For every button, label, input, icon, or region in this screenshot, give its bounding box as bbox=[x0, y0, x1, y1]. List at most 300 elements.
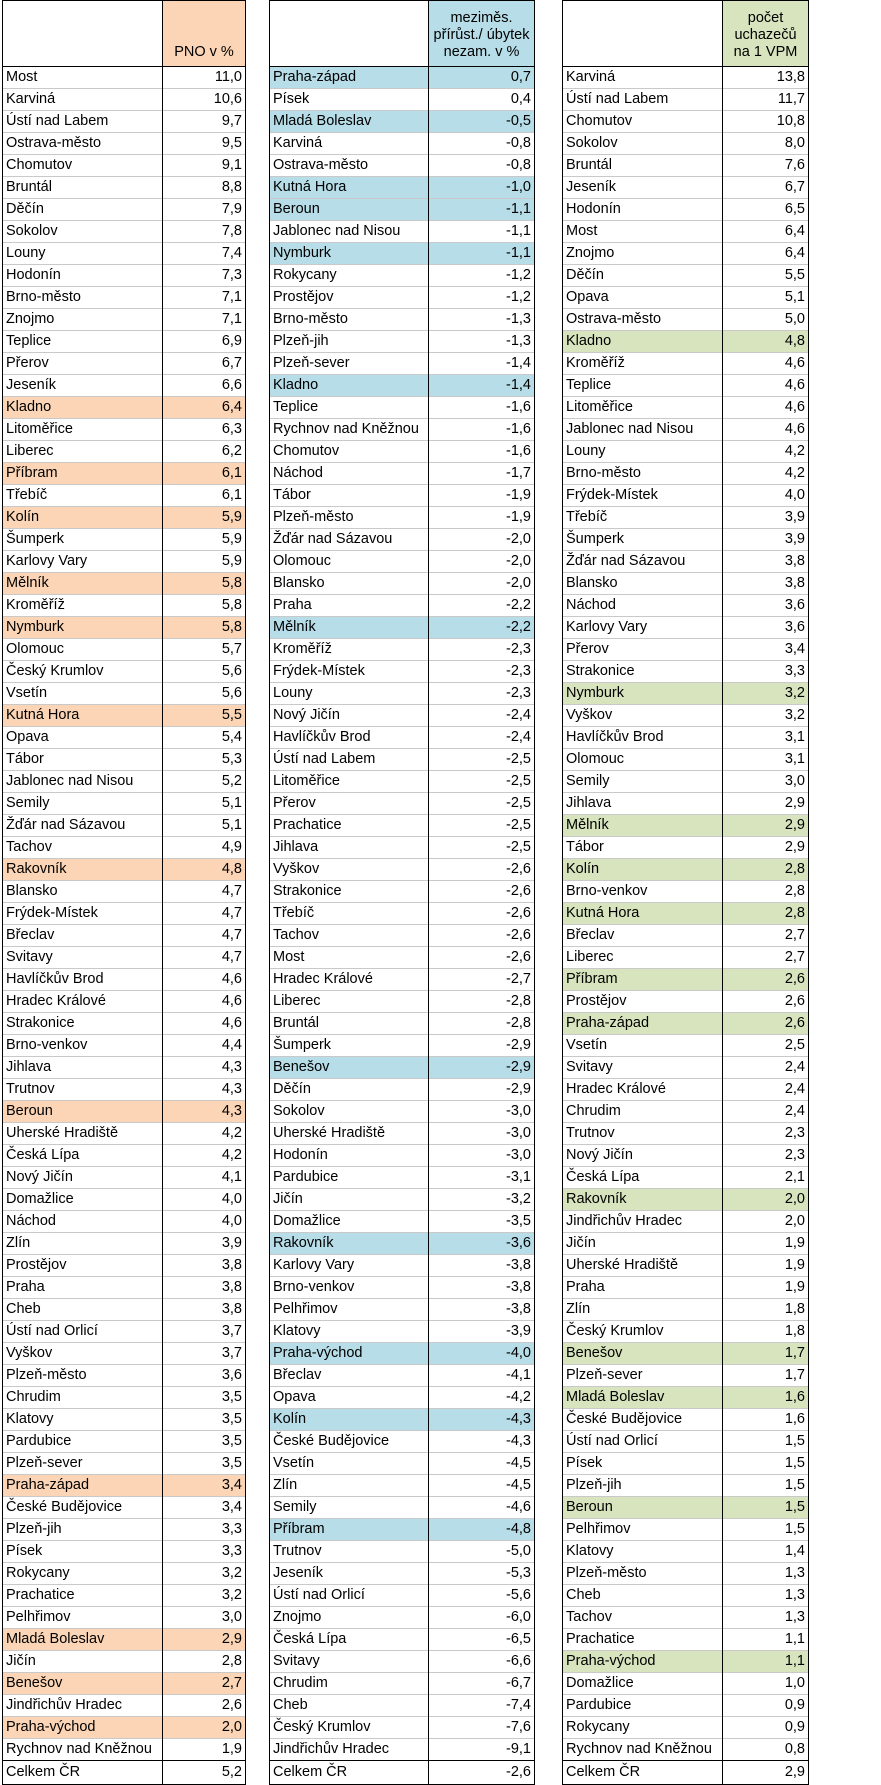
table-row bbox=[563, 595, 809, 617]
value-cell: -5,6 bbox=[429, 1585, 535, 1607]
value-cell: 1,7 bbox=[723, 1343, 809, 1365]
district-name-cell: Ústí nad Labem bbox=[270, 749, 429, 771]
district-name-cell: Frýdek-Místek bbox=[3, 903, 163, 925]
district-name-cell: Vyškov bbox=[3, 1343, 163, 1365]
table-row bbox=[3, 1431, 246, 1453]
value-cell: 4,3 bbox=[163, 1101, 246, 1123]
value-cell: 5,9 bbox=[163, 551, 246, 573]
district-name-cell: Blansko bbox=[270, 573, 429, 595]
district-name-cell: Hodonín bbox=[3, 265, 163, 287]
value-cell: -2,3 bbox=[429, 639, 535, 661]
value-cell: 1,8 bbox=[723, 1299, 809, 1321]
value-cell: 2,7 bbox=[723, 925, 809, 947]
district-name-cell: Pelhřimov bbox=[3, 1607, 163, 1629]
value-cell: -2,9 bbox=[429, 1079, 535, 1101]
value-cell: -2,6 bbox=[429, 947, 535, 969]
table-row bbox=[270, 749, 535, 771]
district-name-cell: Svitavy bbox=[563, 1057, 723, 1079]
district-name-cell: Rakovník bbox=[3, 859, 163, 881]
district-name-cell: Náchod bbox=[270, 463, 429, 485]
table-row bbox=[563, 1519, 809, 1541]
district-name-cell: Trutnov bbox=[270, 1541, 429, 1563]
district-name-cell: Plzeň-sever bbox=[3, 1453, 163, 1475]
table-row bbox=[563, 991, 809, 1013]
table-row bbox=[3, 947, 246, 969]
value-cell: 3,5 bbox=[163, 1431, 246, 1453]
district-name-cell: Cheb bbox=[3, 1299, 163, 1321]
table-row bbox=[563, 1409, 809, 1431]
header-blank-cell bbox=[270, 1, 429, 67]
district-name-cell: Písek bbox=[563, 1453, 723, 1475]
table-row bbox=[3, 1651, 246, 1673]
table-row bbox=[3, 793, 246, 815]
value-cell: 0,7 bbox=[429, 67, 535, 89]
value-cell: 4,7 bbox=[163, 925, 246, 947]
value-cell: 4,7 bbox=[163, 881, 246, 903]
table-row bbox=[563, 617, 809, 639]
value-cell: 5,7 bbox=[163, 639, 246, 661]
district-name-cell: Rokycany bbox=[563, 1717, 723, 1739]
district-name-cell: Český Krumlov bbox=[3, 661, 163, 683]
table-row bbox=[270, 397, 535, 419]
district-name-cell: Opava bbox=[270, 1387, 429, 1409]
table-row bbox=[3, 639, 246, 661]
table-row bbox=[270, 155, 535, 177]
value-cell: -3,8 bbox=[429, 1255, 535, 1277]
value-cell: 7,6 bbox=[723, 155, 809, 177]
district-name-cell: Náchod bbox=[563, 595, 723, 617]
table-row bbox=[563, 551, 809, 573]
district-name-cell: Rokycany bbox=[3, 1563, 163, 1585]
district-name-cell: Jindřichův Hradec bbox=[270, 1739, 429, 1761]
value-cell: 7,1 bbox=[163, 309, 246, 331]
value-cell: 5,1 bbox=[163, 793, 246, 815]
district-name-cell: Cheb bbox=[563, 1585, 723, 1607]
value-cell: -5,3 bbox=[429, 1563, 535, 1585]
value-cell: 3,5 bbox=[163, 1453, 246, 1475]
table-row bbox=[563, 111, 809, 133]
table-row bbox=[3, 353, 246, 375]
value-cell: 7,8 bbox=[163, 221, 246, 243]
value-cell: 8,0 bbox=[723, 133, 809, 155]
table-row bbox=[270, 661, 535, 683]
value-cell: 1,1 bbox=[723, 1651, 809, 1673]
value-cell: 4,2 bbox=[163, 1123, 246, 1145]
district-name-cell: Jindřichův Hradec bbox=[3, 1695, 163, 1717]
value-cell: 13,8 bbox=[723, 67, 809, 89]
table-row bbox=[563, 705, 809, 727]
value-cell: 2,3 bbox=[723, 1145, 809, 1167]
district-name-cell: Ústí nad Labem bbox=[563, 89, 723, 111]
district-name-cell: Praha-východ bbox=[270, 1343, 429, 1365]
table-row bbox=[3, 1673, 246, 1695]
district-name-cell: Brno-město bbox=[270, 309, 429, 331]
table-row bbox=[3, 903, 246, 925]
table-row bbox=[3, 573, 246, 595]
value-cell: 3,7 bbox=[163, 1343, 246, 1365]
table-row bbox=[563, 243, 809, 265]
value-cell: 3,4 bbox=[163, 1475, 246, 1497]
district-name-cell: Beroun bbox=[3, 1101, 163, 1123]
district-name-cell: Přerov bbox=[270, 793, 429, 815]
value-cell: 11,0 bbox=[163, 67, 246, 89]
district-name-cell: Šumperk bbox=[3, 529, 163, 551]
district-name-cell: Liberec bbox=[3, 441, 163, 463]
district-name-cell: Pardubice bbox=[270, 1167, 429, 1189]
value-cell: 5,9 bbox=[163, 529, 246, 551]
district-name-cell: Blansko bbox=[3, 881, 163, 903]
table-row bbox=[270, 419, 535, 441]
district-name-cell: Plzeň-sever bbox=[563, 1365, 723, 1387]
table-row bbox=[563, 969, 809, 991]
table-row bbox=[270, 529, 535, 551]
table-header bbox=[3, 1, 246, 67]
district-name-cell: Děčín bbox=[3, 199, 163, 221]
table-row bbox=[563, 1651, 809, 1673]
district-name-cell: Most bbox=[563, 221, 723, 243]
table-row bbox=[270, 1651, 535, 1673]
table-row bbox=[3, 1057, 246, 1079]
value-cell: 9,5 bbox=[163, 133, 246, 155]
district-name-cell: Brno-venkov bbox=[563, 881, 723, 903]
table-row bbox=[270, 265, 535, 287]
table-row bbox=[3, 1739, 246, 1761]
table-row bbox=[563, 1013, 809, 1035]
district-name-cell: Uherské Hradiště bbox=[270, 1123, 429, 1145]
district-name-cell: Plzeň-město bbox=[3, 1365, 163, 1387]
district-name-cell: Zlín bbox=[3, 1233, 163, 1255]
value-cell: 3,3 bbox=[723, 661, 809, 683]
table-row bbox=[270, 331, 535, 353]
table-row bbox=[3, 287, 246, 309]
table-row bbox=[270, 1101, 535, 1123]
district-name-cell: Karviná bbox=[3, 89, 163, 111]
value-cell: 4,6 bbox=[723, 353, 809, 375]
district-name-cell: Kladno bbox=[270, 375, 429, 397]
value-cell: 6,5 bbox=[723, 199, 809, 221]
district-name-cell: Vyškov bbox=[563, 705, 723, 727]
value-cell: 3,7 bbox=[163, 1321, 246, 1343]
district-name-cell: Klatovy bbox=[270, 1321, 429, 1343]
district-name-cell: Sokolov bbox=[270, 1101, 429, 1123]
value-cell: 2,6 bbox=[723, 991, 809, 1013]
value-cell: 1,5 bbox=[723, 1519, 809, 1541]
district-name-cell: Jeseník bbox=[3, 375, 163, 397]
table-row bbox=[3, 1717, 246, 1739]
table-row bbox=[3, 1211, 246, 1233]
value-cell: -2,5 bbox=[429, 771, 535, 793]
value-cell: 4,3 bbox=[163, 1079, 246, 1101]
district-name-cell: Kutná Hora bbox=[563, 903, 723, 925]
district-name-cell: Kroměříž bbox=[270, 639, 429, 661]
value-cell: 6,3 bbox=[163, 419, 246, 441]
district-name-cell: Uherské Hradiště bbox=[563, 1255, 723, 1277]
table-row bbox=[3, 177, 246, 199]
value-cell: 4,4 bbox=[163, 1035, 246, 1057]
table-row bbox=[270, 881, 535, 903]
value-cell: -3,0 bbox=[429, 1145, 535, 1167]
district-name-cell: Znojmo bbox=[3, 309, 163, 331]
table-row bbox=[563, 1189, 809, 1211]
table-row bbox=[563, 1541, 809, 1563]
district-name-cell: Domažlice bbox=[3, 1189, 163, 1211]
value-cell: -1,1 bbox=[429, 243, 535, 265]
district-name-cell: Plzeň-jih bbox=[563, 1475, 723, 1497]
value-cell: -2,9 bbox=[429, 1057, 535, 1079]
district-name-cell: Beroun bbox=[563, 1497, 723, 1519]
value-cell: 2,8 bbox=[163, 1651, 246, 1673]
district-name-cell: Bruntál bbox=[3, 177, 163, 199]
table-row bbox=[563, 1233, 809, 1255]
table-row bbox=[270, 595, 535, 617]
value-cell: -1,9 bbox=[429, 507, 535, 529]
table-row bbox=[3, 1519, 246, 1541]
value-cell: 0,8 bbox=[723, 1739, 809, 1761]
value-cell: 1,9 bbox=[723, 1277, 809, 1299]
district-name-cell: Rakovník bbox=[563, 1189, 723, 1211]
value-cell: 2,9 bbox=[723, 815, 809, 837]
header-line: PNO v % bbox=[174, 44, 234, 60]
district-name-cell: Prachatice bbox=[270, 815, 429, 837]
value-cell: -1,1 bbox=[429, 199, 535, 221]
value-cell: -3,9 bbox=[429, 1321, 535, 1343]
value-cell: 1,6 bbox=[723, 1387, 809, 1409]
table-row bbox=[563, 1607, 809, 1629]
table-row bbox=[3, 1475, 246, 1497]
value-cell: -2,6 bbox=[429, 925, 535, 947]
district-name-cell: Chomutov bbox=[270, 441, 429, 463]
district-name-cell: Domažlice bbox=[270, 1211, 429, 1233]
table-row bbox=[3, 1453, 246, 1475]
table-row bbox=[270, 1145, 535, 1167]
table-row bbox=[3, 815, 246, 837]
value-cell: -3,8 bbox=[429, 1277, 535, 1299]
table-row bbox=[270, 463, 535, 485]
district-name-cell: Tachov bbox=[3, 837, 163, 859]
table-row bbox=[563, 397, 809, 419]
table-row bbox=[270, 991, 535, 1013]
district-name-cell: Prostějov bbox=[270, 287, 429, 309]
value-cell: -1,6 bbox=[429, 419, 535, 441]
district-name-cell: Semily bbox=[3, 793, 163, 815]
value-cell: 3,8 bbox=[163, 1255, 246, 1277]
table-row bbox=[3, 881, 246, 903]
district-name-cell: Teplice bbox=[563, 375, 723, 397]
value-cell: 4,7 bbox=[163, 947, 246, 969]
table-row bbox=[270, 1387, 535, 1409]
table-row bbox=[563, 1321, 809, 1343]
table-row bbox=[3, 551, 246, 573]
value-cell: -2,8 bbox=[429, 991, 535, 1013]
value-cell: 3,3 bbox=[163, 1541, 246, 1563]
district-name-cell: Karviná bbox=[270, 133, 429, 155]
value-cell: 0,4 bbox=[429, 89, 535, 111]
district-name-cell: Hodonín bbox=[563, 199, 723, 221]
district-name-cell: Chrudim bbox=[3, 1387, 163, 1409]
table-row bbox=[270, 507, 535, 529]
district-name-cell: Karlovy Vary bbox=[563, 617, 723, 639]
district-name-cell: Cheb bbox=[270, 1695, 429, 1717]
district-name-cell: Havlíčkův Brod bbox=[563, 727, 723, 749]
value-cell: -5,0 bbox=[429, 1541, 535, 1563]
table-row bbox=[563, 199, 809, 221]
district-name-cell: Česká Lípa bbox=[563, 1167, 723, 1189]
value-cell: 4,0 bbox=[723, 485, 809, 507]
table-row bbox=[3, 507, 246, 529]
district-name-cell: Pardubice bbox=[563, 1695, 723, 1717]
value-cell: 5,6 bbox=[163, 683, 246, 705]
district-name-cell: Havlíčkův Brod bbox=[270, 727, 429, 749]
table-row bbox=[563, 419, 809, 441]
district-name-cell: Mělník bbox=[270, 617, 429, 639]
table-row bbox=[270, 1585, 535, 1607]
table-row bbox=[270, 1541, 535, 1563]
district-name-cell: Plzeň-město bbox=[270, 507, 429, 529]
header-line: počet bbox=[747, 10, 784, 26]
value-cell: 1,7 bbox=[723, 1365, 809, 1387]
column-header bbox=[723, 1, 809, 67]
district-name-cell: Jičín bbox=[270, 1189, 429, 1211]
district-name-cell: Chrudim bbox=[270, 1673, 429, 1695]
table-row bbox=[3, 1585, 246, 1607]
table-row bbox=[3, 1343, 246, 1365]
district-name-cell: Jablonec nad Nisou bbox=[270, 221, 429, 243]
table-row bbox=[563, 485, 809, 507]
table-row bbox=[270, 1695, 535, 1717]
table-row bbox=[563, 1387, 809, 1409]
district-name-cell: Děčín bbox=[563, 265, 723, 287]
value-cell: 6,1 bbox=[163, 485, 246, 507]
district-name-cell: Svitavy bbox=[270, 1651, 429, 1673]
table-row bbox=[270, 837, 535, 859]
value-cell: 5,4 bbox=[163, 727, 246, 749]
district-name-cell: Havlíčkův Brod bbox=[3, 969, 163, 991]
value-cell: -2,6 bbox=[429, 881, 535, 903]
value-cell: -4,5 bbox=[429, 1475, 535, 1497]
district-name-cell: Chomutov bbox=[563, 111, 723, 133]
table-row bbox=[563, 1365, 809, 1387]
district-name-cell: Tachov bbox=[563, 1607, 723, 1629]
table-row bbox=[563, 815, 809, 837]
value-cell: -2,5 bbox=[429, 793, 535, 815]
table-row bbox=[3, 309, 246, 331]
value-cell: 3,8 bbox=[163, 1277, 246, 1299]
table-row bbox=[3, 1123, 246, 1145]
district-name-cell: Český Krumlov bbox=[270, 1717, 429, 1739]
district-name-cell: Nový Jičín bbox=[563, 1145, 723, 1167]
value-cell: 2,0 bbox=[723, 1189, 809, 1211]
value-cell: 7,9 bbox=[163, 199, 246, 221]
value-cell: 3,5 bbox=[163, 1387, 246, 1409]
district-name-cell: Louny bbox=[563, 441, 723, 463]
table-row bbox=[270, 1057, 535, 1079]
table-body bbox=[3, 1, 246, 1785]
table-monthly-change bbox=[269, 0, 535, 1785]
district-name-cell: Olomouc bbox=[3, 639, 163, 661]
table-row bbox=[3, 67, 246, 89]
table-row bbox=[563, 1739, 809, 1761]
district-name-cell: Praha-východ bbox=[3, 1717, 163, 1739]
table-row bbox=[3, 595, 246, 617]
value-cell: -1,2 bbox=[429, 287, 535, 309]
district-name-cell: Liberec bbox=[563, 947, 723, 969]
district-name-cell: Plzeň-jih bbox=[3, 1519, 163, 1541]
table-row bbox=[563, 661, 809, 683]
value-cell: 4,3 bbox=[163, 1057, 246, 1079]
district-name-cell: Strakonice bbox=[563, 661, 723, 683]
table-row bbox=[3, 661, 246, 683]
district-name-cell: Jičín bbox=[563, 1233, 723, 1255]
district-name-cell: České Budějovice bbox=[563, 1409, 723, 1431]
value-cell: -3,0 bbox=[429, 1101, 535, 1123]
total-value-cell: -2,6 bbox=[429, 1761, 535, 1785]
table-row bbox=[563, 1695, 809, 1717]
table-row bbox=[563, 1563, 809, 1585]
table-row bbox=[270, 1453, 535, 1475]
district-name-cell: Mladá Boleslav bbox=[563, 1387, 723, 1409]
value-cell: 7,3 bbox=[163, 265, 246, 287]
district-name-cell: Jindřichův Hradec bbox=[563, 1211, 723, 1233]
table-row bbox=[563, 1167, 809, 1189]
table-row bbox=[3, 375, 246, 397]
value-cell: 4,0 bbox=[163, 1211, 246, 1233]
table-row bbox=[3, 1629, 246, 1651]
table-row bbox=[270, 683, 535, 705]
district-name-cell: Hradec Králové bbox=[3, 991, 163, 1013]
value-cell: -9,1 bbox=[429, 1739, 535, 1761]
table-row bbox=[3, 243, 246, 265]
table-row bbox=[563, 177, 809, 199]
table-applicants-per-vacancy bbox=[562, 0, 809, 1785]
value-cell: -7,4 bbox=[429, 1695, 535, 1717]
table-row bbox=[3, 1541, 246, 1563]
table-row bbox=[563, 1497, 809, 1519]
table-row bbox=[563, 287, 809, 309]
table-row bbox=[270, 1431, 535, 1453]
table-row bbox=[3, 837, 246, 859]
value-cell: 5,8 bbox=[163, 617, 246, 639]
value-cell: -2,0 bbox=[429, 529, 535, 551]
value-cell: -2,0 bbox=[429, 573, 535, 595]
table-row bbox=[270, 1563, 535, 1585]
district-name-cell: Opava bbox=[3, 727, 163, 749]
district-name-cell: Tábor bbox=[3, 749, 163, 771]
district-name-cell: Tachov bbox=[270, 925, 429, 947]
value-cell: 5,2 bbox=[163, 771, 246, 793]
value-cell: -2,3 bbox=[429, 683, 535, 705]
value-cell: 9,7 bbox=[163, 111, 246, 133]
table-row bbox=[3, 969, 246, 991]
district-name-cell: Bruntál bbox=[270, 1013, 429, 1035]
value-cell: -2,5 bbox=[429, 815, 535, 837]
district-name-cell: Tábor bbox=[563, 837, 723, 859]
district-name-cell: Žďár nad Sázavou bbox=[270, 529, 429, 551]
value-cell: -2,6 bbox=[429, 859, 535, 881]
district-name-cell: České Budějovice bbox=[3, 1497, 163, 1519]
header-blank-cell bbox=[3, 1, 163, 67]
district-name-cell: Karlovy Vary bbox=[270, 1255, 429, 1277]
table-row bbox=[3, 1255, 246, 1277]
total-label-cell: Celkem ČR bbox=[270, 1761, 429, 1785]
table-row bbox=[3, 529, 246, 551]
district-name-cell: Most bbox=[3, 67, 163, 89]
value-cell: 5,5 bbox=[163, 705, 246, 727]
table-row bbox=[270, 639, 535, 661]
total-row bbox=[270, 1761, 535, 1785]
value-cell: -2,7 bbox=[429, 969, 535, 991]
table-row bbox=[270, 1607, 535, 1629]
table-row bbox=[563, 1211, 809, 1233]
